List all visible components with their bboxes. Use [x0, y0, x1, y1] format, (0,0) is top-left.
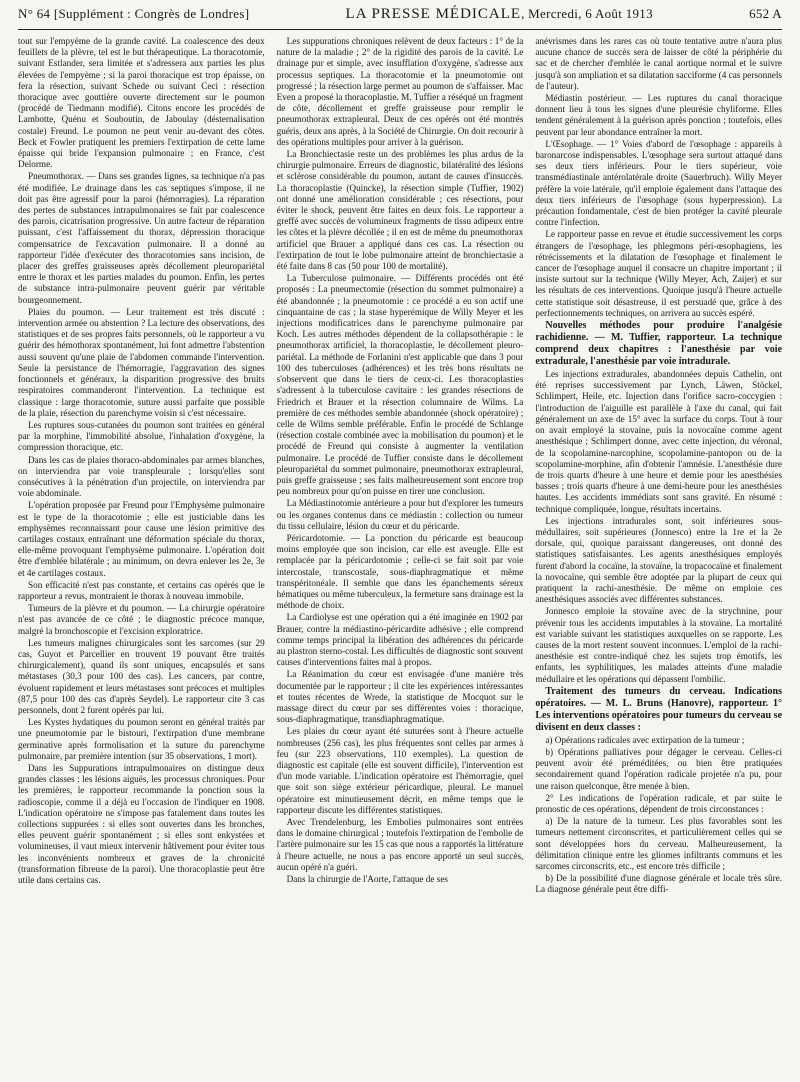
page-number: 652 A: [749, 6, 782, 21]
paragraph: b) De la possibilité d'une diagnose générale et locale très sûre. La diagnose générale peut être diffi-: [535, 873, 782, 895]
paragraph: Dans les cas de plaies thoraco-abdominales par armes blanches, on interviendra par voie transpleurale ; lorsqu'elles sont consécutives à la pénétration d'un projectile, on interviendra par voie abdominale.: [18, 454, 265, 499]
paragraph: La Tuberculose pulmonaire. — Différents procédés ont été proposés : La pneumectomie (résection du sommet pulmonaire) a été abandonnée ; la pneumotomie : ce procédé a eu son actif une cinquantaine de cas ; la stase hyperémique de Willy Meyer et les injections modificatrices dans le parenchyme pulmonaire par Koch. Les autres méthodes dépendent de la collapsothérapie : le pneumothorax artificiel, la thoracoplastie, le décollement pleuro-pariétal. La méthode de Forlanini n'est applicable que dans 3 pour 100 des tuberculoses (adhérences) et les très bons résultats ne s'observent que dans le tiers de ceux-ci. Les thoracoplasties s'adressent à la tuberculose cavitaire : les grandes résections de Friedrich et Brauer et la résection columnaire de Wilms. La première de ces méthodes semble abandonnée (shock opératoire) ; celle de Wilms semble préférable. Enfin le procédé de Schlange (résection costale combinée avec la mobilisation du poumon) et le procédé de Freund qui consiste à augmenter la ventilation pulmonaire. Le procédé de Tuffier consiste dans le décollement pleuropariétal du sommet pulmonaire, pneumothorax extrapleural, puis greffe graisseuse ; ses faits malheureusement sont encore trop peu nombreux pour qu'on puisse en tirer une conclusion.: [276, 273, 524, 497]
paragraph: Médiastin postérieur. — Les ruptures du canal thoracique donnent lieu à tous les signes d'une pleurésie chyliforme. Elles tendent généralement à la guérison après ponction ; toutefois, elles peuvent par leur abondance entraîner la mort.: [535, 93, 782, 137]
paragraph: Le rapporteur passe en revue et étudie successivement les corps étrangers de l'œsophage, les phlegmons péri-œsophagiens, les rétrécissements et la dilatation de l'œsophage et finalement le cancer de l'œsophage auquel il consacre un chapitre important ; il insiste surtout sur la technique (Willy Meyer, Ach, Zaijer) et sur les résultats de ces interventions. Quoique jusqu'à l'heure actuelle cette statistique soit désastreuse, il est persuadé que, grâce à des perfectionnements techniques, on arrivera au succès espéré.: [535, 229, 782, 318]
column-middle: [277, 36, 524, 1078]
column-left: [18, 36, 265, 1078]
paragraph: Son efficacité n'est pas constante, et certains cas opérés que le rapporteur a revus, montraient le thorax à nouveau immobile.: [18, 579, 265, 601]
paragraph: La Médiastinotomie antérieure a pour but d'explorer les tumeurs ou les organes contenus dans ce médiastin : collection ou tumeur du tissu cellulaire, lésion du cœur et du péricarde.: [276, 498, 524, 531]
column-right: [535, 36, 782, 1078]
paragraph: Dans les Suppurations intrapulmonaires on distingue deux grandes classes : les lésions aiguës, les processus chroniques. Pour les premières, le rapporteur recommande la ponction sous la radioscopie, comme il a déjà eu l'occasion de l'indiquer en 1908. L'indication opératoire ne s'impose pas fatalement dans toutes les collections suppurées : si elles sont ouvertes dans les bronches, elles peuvent guérir spontanément ; si elles sont enkystées et volumineuses, il vaut mieux intervenir hâtivement pour éviter tous les inconvénients nombreux et graves de la chronicité (transformation fibreuse de la paroi). Une thoracoplastie peut être utile dans certains cas.: [18, 763, 265, 886]
paragraph: Les injections extradurales, abandonnées depuis Cathelin, ont été reprises successivement par Lynch, Läwen, Stöckel, Schlimpert, Heile, etc. Injection dans l'orifice sacro-coccygien : l'introduction de l'aiguille est parallèle à l'axe du canal, qui fait généralement un axe de 15° avec la surface du corps. Tout à tour on avait employé la stovaïne, puis la novocaïne comme agent anesthésique ; Schlimpert donne, avec cette injection, du véronal, de la scopolamine-narcophine, scopolamine-pantopon ou de la scopolamine-morphine, afin d'obtenir l'amnésie. L'anesthésie dure de trois quarts d'heure à une heure et demie pour les anesthésies basses ; trois quarts d'heure à une demi-heure pour les anesthésies hautes. Les accidents immédiats sont sans gravité. En résumé : technique compliquée, longue, résultats incertains.: [535, 369, 782, 514]
paragraph: tout sur l'empyème de la grande cavité. La coalescence des deux feuillets de la plèvre, tel est le but thérapeutique. La thoracotomie, suivant Estlander, sera limitée et s'adressera aux parties les plus élevées de l'empyème ; si la paroi thoracique est trop épaisse, on fera la résection, suivant Schede ou suivant Ceci : résection thoracique avec gouttière ouverte directement sur le poumon (procédé de Tiedmann modifié). Citons encore les procédés de Lambotte, Quénu et Souboutin, de Jaboulay (désternalisation costale) Freund. Le poumon ne peut venir au-devant des côtes. Beck et Fowler pratiquent les premiers l'extirpation de cette lame épaisse qui bride l'expansion pulmonaire ; en France, c'est Delorme.: [18, 36, 265, 170]
paragraph: Les tumeurs malignes chirurgicales sont les sarcomes (sur 29 cas, Guyot et Parcellier en trouvent 19 pouvant être traités chirurgicalement), quand ils sont uniques, encapsulés et sans métastases (30,3 pour 100 des cas). Les cancers, par contre, évoluent rapidement et leurs métastases sont précoces et multiples (87,5 pour 100 des cas d'après Seydel). Le rapporteur cite 3 cas personnels, dont 2 furent opérés par lui.: [18, 637, 265, 715]
paragraph: Avec Trendelenburg, les Embolies pulmonaires sont entrées dans le domaine chirurgical ; toutefois l'extirpation de l'embolie de l'artère pulmonaire sur les 15 cas que nous a rapportés la littérature à l'heure actuelle, ne nous a pas encore apporté un seul succès, aucun opéré n'a guéri.: [276, 817, 524, 872]
paragraph: Les ruptures sous-cutanées du poumon sont traitées en général par la morphine, l'immobilité absolue, l'inhalation d'oxygène, la compression thoracique, etc.: [18, 419, 265, 453]
paragraph: Plaies du poumon. — Leur traitement est très discuté : intervention armée ou abstention ? La lecture des observations, des statistiques et de ses propres faits personnels, où le rapporteur a vu guérir des hémothorax spontanément, lui font admettre l'abstention aussi souvent qu'une plaie de l'abdomen commande l'intervention. Seule la persistance de l'hémorragie, l'aggravation des signes fonctionnels et généraux, la disparition progressive des bruits respiratoires commanderont l'intervention. La technique est classique : large thoracotomie, suture aussi parfaite que possible de la plaie, résection du parenchyme voisin si c'est nécessaire.: [18, 306, 265, 418]
paragraph: Nouvelles méthodes pour produire l'analgésie rachidienne. — M. Tuffier, rapporteur. La technique comprend deux chapitres : l'anesthésie par voie extradurale, l'anesthésie par voie intradurale.: [535, 320, 782, 368]
paragraph: Pneumothorax. — Dans ses grandes lignes, sa technique n'a pas été modifiée. Le drainage dans les cas septiques s'impose, il ne doit pas être agressif pour la paroi (hémorragies). La réparation des pertes de substances intrapulmonaires se fait par coalescence des parois, cicatrisation progressive. Un autre facteur de réparation puissant, c'est l'affaissement du thorax, dépression thoracique compensatrice de l'excavation pulmonaire. Il a donné au rapporteur l'idée d'exécuter des thoracotomies sans incision, de placer des greffes graisseuses après décollement pleuropariétal entre le thorax et les parties malades du poumon. Enfin, les pertes de substance intra-pulmonaire peuvent guérir par véritable bourgeonnement.: [18, 171, 265, 305]
paragraph: anévrismes dans les rares cas où toute tentative autre n'aura plus aucune chance de succès sera de laisser de côté la périphérie du sac et de chercher d'emblée le canal aortique normal et le suivre jusqu'à son ampliation et sa dilatation sacciforme (4 cas personnels de l'auteur).: [535, 36, 782, 91]
paragraph: La Cardiolyse est une opération qui a été imaginée en 1902 par Brauer, contre la médiastino-péricardite adhésive ; elle comprend comme temps principal la libération des adhérences du péricarde au plastron sterno-costal. Les difficultés de diagnostic sont souvent causes d'interventions faites mal à propos.: [276, 612, 524, 668]
page-header: N° 64 [Supplément : Congrès de Londres] LA PRESSE MÉDICALE, Mercredi, 6 Août 1913 652 A: [18, 6, 782, 30]
paragraph: Tumeurs de la plèvre et du poumon. — La chirurgie opératoire n'est pas avancée de ce côté ; le diagnostic précoce manque, malgré la bronchoscopie et l'excision exploratrice.: [18, 603, 265, 636]
paragraph: Jonnesco emploie la stovaïne avec de la strychnine, pour prévenir tous les accidents imputables à la stovaïne. La mortalité est variable suivant les statistiques auxquelles on se rapporte. Les causes de la mort restent souvent inconnues. L'emploi de la rachi-anesthésie est contre-indiqué chez les sujets trop émotifs, les enfants, les syphilitiques, les malades atteints d'une maladie médullaire et les opérations qui dépassent l'ombilic.: [535, 606, 782, 684]
paragraph: Dans la chirurgie de l'Aorte, l'attaque de ses: [286, 874, 448, 885]
paragraph: Les suppurations chroniques relèvent de deux facteurs : 1° de la nature de la maladie ; 2° de la rigidité des parois de la cavité. Le drainage pur et simple, avec insufflation d'oxygène, s'adresse aux processus septiques. La thoracotomie et la pneumotomie ont progressé ; la résection large permet au poumon de s'affaisser. Mac Even a proposé la thoracoplastie. M. Tuffier a réséqué un fragment de côte, décollement et greffe graisseuse pour remplir le pneumothorax extrapleural. Deux de ces opérés ont été montrés guéris, deux ans après, à la Société de Chirurgie. On doit recourir à des opérations multiples pour arriver à la guérison.: [276, 36, 524, 147]
paragraph: Péricardotomie. — La ponction du péricarde est beaucoup moins employée que son incision, car elle est aveugle. Elle est remplacée par la péricardotomie ; celle-ci se fait soit par voie intercostale, transcostale, sous-diaphragmatique et même transpéritonéale. Il semble que dans les épanchements séreux hématiques ou même tuberculeux, la fermeture sans drainage est la méthode de choix.: [276, 532, 524, 611]
paragraph: a) De la nature de la tumeur. Les plus favorables sont les tumeurs nettement circonscrites, et particulièrement celles qui se sont développées hors du cerveau. Malheureusement, la délimitation clinique entre les gliomes infiltrants communs et les sarcomes circonscrits, etc., est encore très difficile ;: [535, 816, 782, 871]
paragraph: L'opération proposée par Freund pour l'Emphysème pulmonaire est le type de la thoracotomie ; elle est justiciable dans les emphysèmes reconnaissant pour cause une lésion primitive des cartilages costaux entraînant une déformation spéciale du thorax, elle-même provoquant l'emphysème pulmonaire. L'opération doit être d'emblée bilatérale ; au minimum, on devra enlever les 2e, 3e et 4e cartilages costaux.: [18, 500, 265, 578]
paragraph: La Réanimation du cœur est envisagée d'une manière très documentée par le rapporteur ; il cite les expériences intéressantes et toutes récentes de Wrede, la statistique de Mocquot sur le massage direct du cœur par ses différentes voies : thoracique, sous-diaphragmatique, transdiaphragmatique.: [276, 669, 524, 725]
paragraph: Traitement des tumeurs du cerveau. Indications opératoires. — M. L. Bruns (Hanovre), rapporteur. 1° Les interventions opératoires pour tumeurs du cerveau se divisent en deux classes :: [535, 685, 782, 733]
paragraph: 2° Les indications de l'opération radicale, et par suite le pronostic de ces opérations, dépendent de trois circonstances :: [535, 792, 782, 814]
paragraph: b) Opérations palliatives pour dégager le cerveau. Celles-ci peuvent avoir été préméditées, ou bien être pratiquées secondairement quand l'opération radicale projetée n'a pu, pour une raison quelconque, être menée à bien.: [535, 746, 782, 791]
paragraph: Les plaies du cœur ayant été suturées sont à l'heure actuelle nombreuses (256 cas), les plus fréquentes sont celles par armes à feu (sur 223 observations, 110 exemples). La question de diagnostic est capitale (elle est souvent difficile), l'intervention est d'un mode variable. L'indication opératoire est l'hémorragie, quel que soit son siège extérieur péricardique, pleural. Le manuel opératoire est minutieusement décrit, en même temps que le rapporteur discute les différentes statistiques.: [276, 726, 524, 815]
issue-number: N° 64 [Supplément : Congrès de Londres]: [18, 6, 250, 21]
journal-title: LA PRESSE MÉDICALE: [345, 6, 522, 22]
article-columns: [18, 36, 782, 1078]
paragraph: Les Kystes hydatiques du poumon seront en général traités par une pneumotomie par le bistouri, l'extirpation d'une membrane germinative après formolisation et la suture du parenchyme pulmonaire, par première intention (sur 35 observations, 1 mort).: [18, 717, 265, 761]
paragraph: Les injections intradurales sont, soit inférieures sous-médullaires, soit supérieures (Jonnesco) entre la 1re et la 2e dorsale, qui, quoique paraissant dangereuses, ont donné des statistiques satisfaisantes. Les agents anesthésiques employés furent d'abord la cocaïne, la stovaïne, la tropacocaïne et finalement la novocaïne, qui semble être adoptée par la plupart de ceux qui pratiquent la rachi-anesthésie. De même on emploie ces anesthésiques associés avec différentes substances.: [535, 515, 782, 605]
paragraph: La Bronchiectasie reste un des problèmes les plus ardus de la chirurgie pulmonaire. Erreurs de diagnostic, bilatéralité des lésions et sclérose considérable du poumon, autant de causes d'insuccès. La thoracoplastie (Quincke), la résection simple (Tuffier, 1902) ont donné une amélioration considérable ; ces résections, pour éviter le shock, peuvent être faites en deux fois. Le rapporteur a greffé avec succès de volumineux fragments de tissu adipeux entre les côtes et la plèvre décollée ; il en est de même du pneumothorax artificiel que Brauer a appliqué dans ces cas. La résection ou l'extirpation de tout le lobe pulmonaire atteint de bronchiectasie a été faite dans 8 cas (50 pour 100 de mortalité).: [276, 149, 524, 272]
paragraph: L'Œsophage. — 1° Voies d'abord de l'œsophage : appareils à baronarcose indispensables. L'œsophage sera surtout attaqué dans ses deux tiers inférieurs. Pour le tiers supérieur, voie transmédiastinale antérolatérale droite (Sauerbruch). Willy Meyer préfère la voie latérale, qu'il emploie également dans l'attaque des deux tiers inférieurs de l'œsophage (sous hyperpression). La précaution fondamentale, c'est de bien protéger la cavité pleurale contre l'infection.: [535, 138, 782, 228]
paragraph: a) Opérations radicales avec extirpation de la tumeur ;: [545, 734, 745, 745]
issue-date: Mercredi, 6 Août 1913: [528, 6, 653, 21]
